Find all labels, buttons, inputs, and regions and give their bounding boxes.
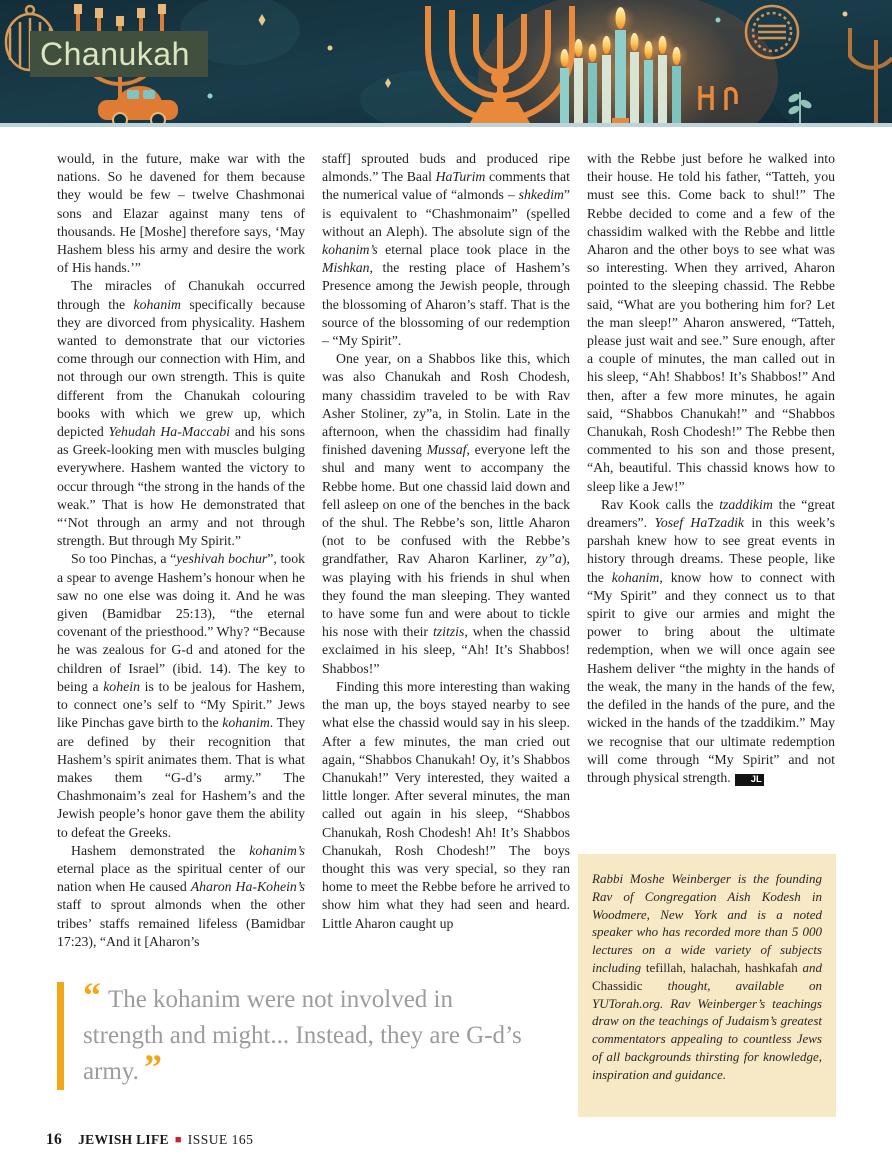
paragraph: One year, on a Shabbos like this, which was also Chanukah and Rosh Chodesh, many chassidim traveled to be with Rav Asher Stoliner, zy”a, in Stolin. Late in the afternoon, when the chassidim had finally finished davening Mussaf, everyone left the shul and many went to accompany the Rebbe home. But one chassid laid down and fell asleep on one of the benches in the back of the shul. The Rebbe’s son, little Aharon (not to be confused with the Rebbe’s grandfather, Rav Aharon Karliner, zy”a), was playing with his friends in shul when they found the man sleeping. They wanted to have some fun and were about to tickle his nose with their tzitzis, when the chassid exclaimed in his sleep, “Ah! It’s Shabbos! Shabbos!” bbox=[322, 351, 570, 676]
issue-label: ISSUE 165 bbox=[187, 1132, 254, 1147]
open-quote-icon: “ bbox=[82, 975, 101, 1015]
page-footer bbox=[46, 1131, 253, 1149]
header-divider bbox=[0, 123, 892, 127]
close-quote-icon: ” bbox=[143, 1047, 162, 1087]
pull-quote bbox=[57, 975, 529, 1090]
pull-quote-body: The kohanim were not involved in strength and might... Instead, they are G-d’s army. bbox=[82, 986, 522, 1085]
paragraph: Rav Kook calls the tzaddikim the “great dreamers”. Yosef HaTzadik in this week’s parshah knew how to see great events in history through dreams. These people, like the kohanim, know how to connect with “My Spirit” and they connect us to that spirit to give our armies and might the power to bring about the ultimate redemption, when we will once again see Hashem deliver “the mighty in the hands of the weak, the many in the hands of the few, the defiled in the hands of the pure, and the wicked in the hands of the tzaddikim.” May we recognise that our ultimate redemption will come through “My Spirit” and not through physical strength. JL bbox=[587, 496, 835, 785]
article-end-mark: JL bbox=[735, 774, 764, 786]
page-title: Chanukah bbox=[40, 35, 190, 72]
magazine-name: JEWISH LIFE bbox=[78, 1132, 169, 1147]
author-bio-box bbox=[578, 854, 836, 1117]
pull-quote-accent-bar bbox=[57, 982, 64, 1090]
paragraph: Finding this more interesting than waking the man up, the boys stayed nearby to see what else the chassid would say in his sleep. After a few minutes, the man cried out again, “Shabbos Chanukah! Oy, it’s Shabbos Chanukah!” Very interested, they waited a little longer. After several minutes, the man called out again in his sleep, “Shabbos Chanukah, Rosh Chodesh! Ah! It’s Shabbos Chanukah, Rosh Chodesh!” The boys thought this was very special, so they ran home to meet the Rebbe before he arrived to show him what they had seen and heard. Little Aharon caught up bbox=[322, 678, 570, 931]
article-column-1 bbox=[57, 150, 305, 951]
page-header bbox=[0, 0, 892, 123]
paragraph: So too Pinchas, a “yeshivah bochur”, took a spear to avenge Hashem’s honour when he saw no one else was doing it. And he was given (Bamidbar 25:13), “the eternal covenant of the priesthood.” Why? “Because he was zealous for G-d and atoned for the children of Israel” (ibid. 14). The key to being a kohein is to be jealous for Hashem, to connect one’s self to “My Spirit.” Jews like Pinchas gave birth to the kohanim. They are defined by their recognition that Hashem’s spirit animates them. That is what makes them “G-d’s army.” The Chashmonaim’s zeal for Hashem’s and the Jewish people’s honor gave them the ability to defeat the Greeks. bbox=[57, 551, 305, 840]
page-number: 16 bbox=[46, 1131, 63, 1148]
section-title-box bbox=[30, 31, 208, 77]
author-bio-text: Rabbi Moshe Weinberger is the founding Rav of Congregation Aish Kodesh in Woodmere, New York and is a noted speaker who has recorded more than 5 000 lectures on a wide variety of subjects including tefillah, halachah, hashkafah and Chassidic thought, available on YUTorah.org. Rav Weinberger’s teachings draw on the teachings of Judaism’s greatest commentators appealing to countless Jews of all backgrounds thirsting for knowledge, inspiration and guidance. bbox=[592, 871, 822, 1082]
article-body bbox=[57, 150, 835, 951]
article-column-2 bbox=[322, 150, 570, 951]
pull-quote-text bbox=[82, 975, 529, 1090]
paragraph: The miracles of Chanukah occurred through the kohanim specifically because they are divorced from physicality. Hashem wanted to demonstrate that our victories come through our connection with Him, and not through our own strength. This is quite different from the Chanukah colouring books with which we grew up, which depicted Yehudah Ha-Maccabi and his sons as Greek-looking men with muscles bulging everywhere. Hashem wanted the victory to occur through “the strong in the hands of the weak.” That is how He demonstrated that “‘Not through an army and not through strength. But through My Spirit.” bbox=[57, 278, 306, 549]
article-column-3 bbox=[587, 150, 835, 951]
paragraph: would, in the future, make war with the nations. So he davened for them because they would be few – twelve Chashmonai sons and Elazar against many tens of thousands. He [Moshe] therefore says, ‘May Hashem bless his army and desire the work of His hands.’” bbox=[57, 151, 305, 276]
red-square-icon: ■ bbox=[174, 1134, 182, 1146]
paragraph: with the Rebbe just before he walked into their house. He told his father, “Tatteh, you must see this. Come back to shul!” The Rebbe decided to come and a few of the chassidim walked with the Rebbe and little Aharon and the other boys to see what was so interesting. When they arrived, Aharon pointed to the sleeping chassid. The Rebbe said, “What are you bothering him for? Let the man sleep!” Aharon answered, “Tatteh, please just wait and see.” Sure enough, after a couple of minutes, the man called out in his sleep, “Ah! Shabbos! It’s Shabbos!” And then, after a few more minutes, he again said, “Shabbos Chanukah!” and “Shabbos Chanukah, Rosh Chodesh!” The Rebbe then commented to his son and those present, “Ah, beautiful. This chassid knows how to sleep like a Jew!” bbox=[587, 151, 835, 494]
paragraph: Hashem demonstrated the kohanim’s eternal place as the spiritual center of our nation when He caused Aharon Ha-Kohein’s staff to sprout almonds when the other tribes’ staffs remained lifeless (Bamidbar 17:23), “And it [Aharon’s bbox=[57, 842, 306, 949]
paragraph: staff] sprouted buds and produced ripe almonds.” The Baal HaTurim comments that the numerical value of “almonds – shkedim” is equivalent to “Chashmonaim” (spelled without an Aleph). The absolute sign of the kohanim’s eternal place took place in the Mishkan, the resting place of Hashem’s Presence among the Jewish people, through the blossoming of Aharon’s staff. That is the source of the blossoming of our redemption – “My Spirit”. bbox=[322, 151, 570, 349]
